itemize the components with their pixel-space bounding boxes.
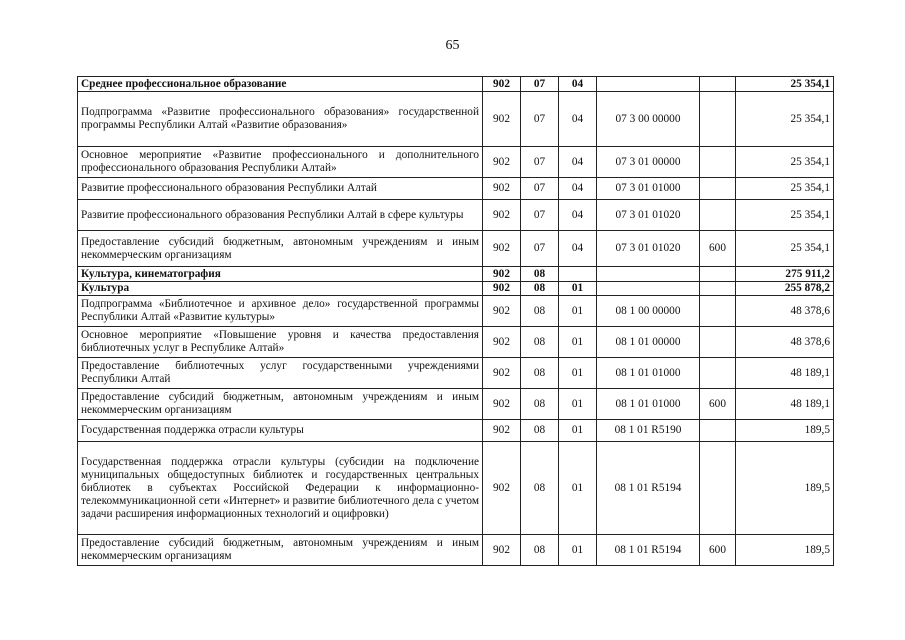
- expense-type-cell: [700, 296, 736, 327]
- expense-type-cell: [700, 267, 736, 282]
- table-row: [78, 389, 834, 420]
- expense-type-cell: 600: [700, 389, 736, 420]
- subsection-code-cell: 04: [559, 92, 597, 147]
- amount-cell: 189,5: [736, 442, 834, 535]
- ministry-code-cell: 902: [483, 442, 521, 535]
- amount-cell: 275 911,2: [736, 267, 834, 282]
- expense-type-cell: [700, 420, 736, 442]
- item-name-cell: Развитие профессионального образования Республики Алтай: [78, 178, 483, 200]
- ministry-code-cell: 902: [483, 296, 521, 327]
- expense-type-cell: [700, 77, 736, 92]
- table-row: [78, 282, 834, 296]
- item-name-cell: Основное мероприятие «Развитие профессионального и дополнительного профессионального образования Республики Алтай»: [78, 147, 483, 178]
- target-article-cell: 07 3 01 00000: [597, 147, 700, 178]
- target-article-cell: 08 1 01 01000: [597, 358, 700, 389]
- section-code-cell: 07: [521, 147, 559, 178]
- item-name-cell: Культура: [78, 282, 483, 296]
- target-article-cell: 08 1 01 R5194: [597, 535, 700, 566]
- item-name-cell: Государственная поддержка отрасли культуры: [78, 420, 483, 442]
- amount-cell: 25 354,1: [736, 178, 834, 200]
- section-code-cell: 07: [521, 178, 559, 200]
- subsection-code-cell: 01: [559, 442, 597, 535]
- subsection-code-cell: 01: [559, 327, 597, 358]
- table-row: [78, 327, 834, 358]
- expense-type-cell: [700, 282, 736, 296]
- ministry-code-cell: 902: [483, 231, 521, 267]
- expense-type-cell: [700, 327, 736, 358]
- target-article-cell: [597, 267, 700, 282]
- table-row: [78, 178, 834, 200]
- subsection-code-cell: 01: [559, 389, 597, 420]
- item-name-cell: Развитие профессионального образования Республики Алтай в сфере культуры: [78, 200, 483, 231]
- item-name-cell: Подпрограмма «Библиотечное и архивное дело» государственной программы Республики Алтай «Развитие культуры»: [78, 296, 483, 327]
- section-code-cell: 07: [521, 77, 559, 92]
- ministry-code-cell: 902: [483, 389, 521, 420]
- section-code-cell: 08: [521, 389, 559, 420]
- amount-cell: 25 354,1: [736, 231, 834, 267]
- subsection-code-cell: 04: [559, 178, 597, 200]
- subsection-code-cell: 01: [559, 420, 597, 442]
- target-article-cell: [597, 282, 700, 296]
- budget-table-body: [78, 77, 834, 566]
- section-code-cell: 08: [521, 442, 559, 535]
- expense-type-cell: [700, 92, 736, 147]
- expense-type-cell: 600: [700, 535, 736, 566]
- target-article-cell: 08 1 01 01000: [597, 389, 700, 420]
- amount-cell: 48 189,1: [736, 358, 834, 389]
- ministry-code-cell: 902: [483, 327, 521, 358]
- amount-cell: 25 354,1: [736, 77, 834, 92]
- subsection-code-cell: 04: [559, 77, 597, 92]
- subsection-code-cell: 04: [559, 231, 597, 267]
- ministry-code-cell: 902: [483, 77, 521, 92]
- table-row: [78, 296, 834, 327]
- section-code-cell: 07: [521, 200, 559, 231]
- table-row: [78, 77, 834, 92]
- section-code-cell: 08: [521, 282, 559, 296]
- target-article-cell: 08 1 00 00000: [597, 296, 700, 327]
- section-code-cell: 08: [521, 327, 559, 358]
- table-row: [78, 147, 834, 178]
- ministry-code-cell: 902: [483, 178, 521, 200]
- target-article-cell: 08 1 01 R5194: [597, 442, 700, 535]
- expense-type-cell: [700, 442, 736, 535]
- table-row: [78, 420, 834, 442]
- subsection-code-cell: 01: [559, 358, 597, 389]
- section-code-cell: 07: [521, 231, 559, 267]
- expense-type-cell: 600: [700, 231, 736, 267]
- ministry-code-cell: 902: [483, 282, 521, 296]
- ministry-code-cell: 902: [483, 92, 521, 147]
- target-article-cell: 07 3 01 01020: [597, 231, 700, 267]
- ministry-code-cell: 902: [483, 200, 521, 231]
- table-row: [78, 358, 834, 389]
- target-article-cell: 07 3 01 01020: [597, 200, 700, 231]
- item-name-cell: Предоставление субсидий бюджетным, автономным учреждениям и иным некоммерческим организациям: [78, 231, 483, 267]
- subsection-code-cell: 04: [559, 147, 597, 178]
- expense-type-cell: [700, 147, 736, 178]
- section-code-cell: 07: [521, 92, 559, 147]
- item-name-cell: Предоставление субсидий бюджетным, автономным учреждениям и иным некоммерческим организациям: [78, 535, 483, 566]
- target-article-cell: 08 1 01 00000: [597, 327, 700, 358]
- page-number: 65: [445, 38, 460, 53]
- amount-cell: 25 354,1: [736, 200, 834, 231]
- subsection-code-cell: [559, 267, 597, 282]
- amount-cell: 189,5: [736, 420, 834, 442]
- section-code-cell: 08: [521, 296, 559, 327]
- ministry-code-cell: 902: [483, 535, 521, 566]
- item-name-cell: Культура, кинематография: [78, 267, 483, 282]
- table-row: [78, 442, 834, 535]
- subsection-code-cell: 01: [559, 535, 597, 566]
- section-code-cell: 08: [521, 420, 559, 442]
- ministry-code-cell: 902: [483, 147, 521, 178]
- budget-table: [77, 76, 834, 566]
- target-article-cell: 07 3 01 01000: [597, 178, 700, 200]
- item-name-cell: Государственная поддержка отрасли культуры (субсидии на подключение муниципальных общедоступных библиотек и государственных центральных библиотек в субъектах Российской Федерации к информационно-телекоммуникационной сети «Интернет» и развитие библиотечного дела с учетом задачи расширения информационных технологий и оцифровки): [78, 442, 483, 535]
- target-article-cell: [597, 77, 700, 92]
- table-row: [78, 267, 834, 282]
- amount-cell: 48 378,6: [736, 296, 834, 327]
- table-row: [78, 535, 834, 566]
- expense-type-cell: [700, 200, 736, 231]
- amount-cell: 48 378,6: [736, 327, 834, 358]
- expense-type-cell: [700, 178, 736, 200]
- item-name-cell: Среднее профессиональное образование: [78, 77, 483, 92]
- section-code-cell: 08: [521, 267, 559, 282]
- ministry-code-cell: 902: [483, 267, 521, 282]
- amount-cell: 25 354,1: [736, 147, 834, 178]
- ministry-code-cell: 902: [483, 420, 521, 442]
- subsection-code-cell: 01: [559, 282, 597, 296]
- amount-cell: 189,5: [736, 535, 834, 566]
- table-row: [78, 92, 834, 147]
- section-code-cell: 08: [521, 358, 559, 389]
- subsection-code-cell: 04: [559, 200, 597, 231]
- expense-type-cell: [700, 358, 736, 389]
- table-row: [78, 200, 834, 231]
- section-code-cell: 08: [521, 535, 559, 566]
- amount-cell: 25 354,1: [736, 92, 834, 147]
- item-name-cell: Подпрограмма «Развитие профессионального образования» государственной программы Республики Алтай «Развитие образования»: [78, 92, 483, 147]
- amount-cell: 255 878,2: [736, 282, 834, 296]
- target-article-cell: 07 3 00 00000: [597, 92, 700, 147]
- subsection-code-cell: 01: [559, 296, 597, 327]
- item-name-cell: Предоставление библиотечных услуг государственными учреждениями Республики Алтай: [78, 358, 483, 389]
- item-name-cell: Предоставление субсидий бюджетным, автономным учреждениям и иным некоммерческим организациям: [78, 389, 483, 420]
- amount-cell: 48 189,1: [736, 389, 834, 420]
- target-article-cell: 08 1 01 R5190: [597, 420, 700, 442]
- ministry-code-cell: 902: [483, 358, 521, 389]
- table-row: [78, 231, 834, 267]
- item-name-cell: Основное мероприятие «Повышение уровня и качества предоставления библиотечных услуг в Республике Алтай»: [78, 327, 483, 358]
